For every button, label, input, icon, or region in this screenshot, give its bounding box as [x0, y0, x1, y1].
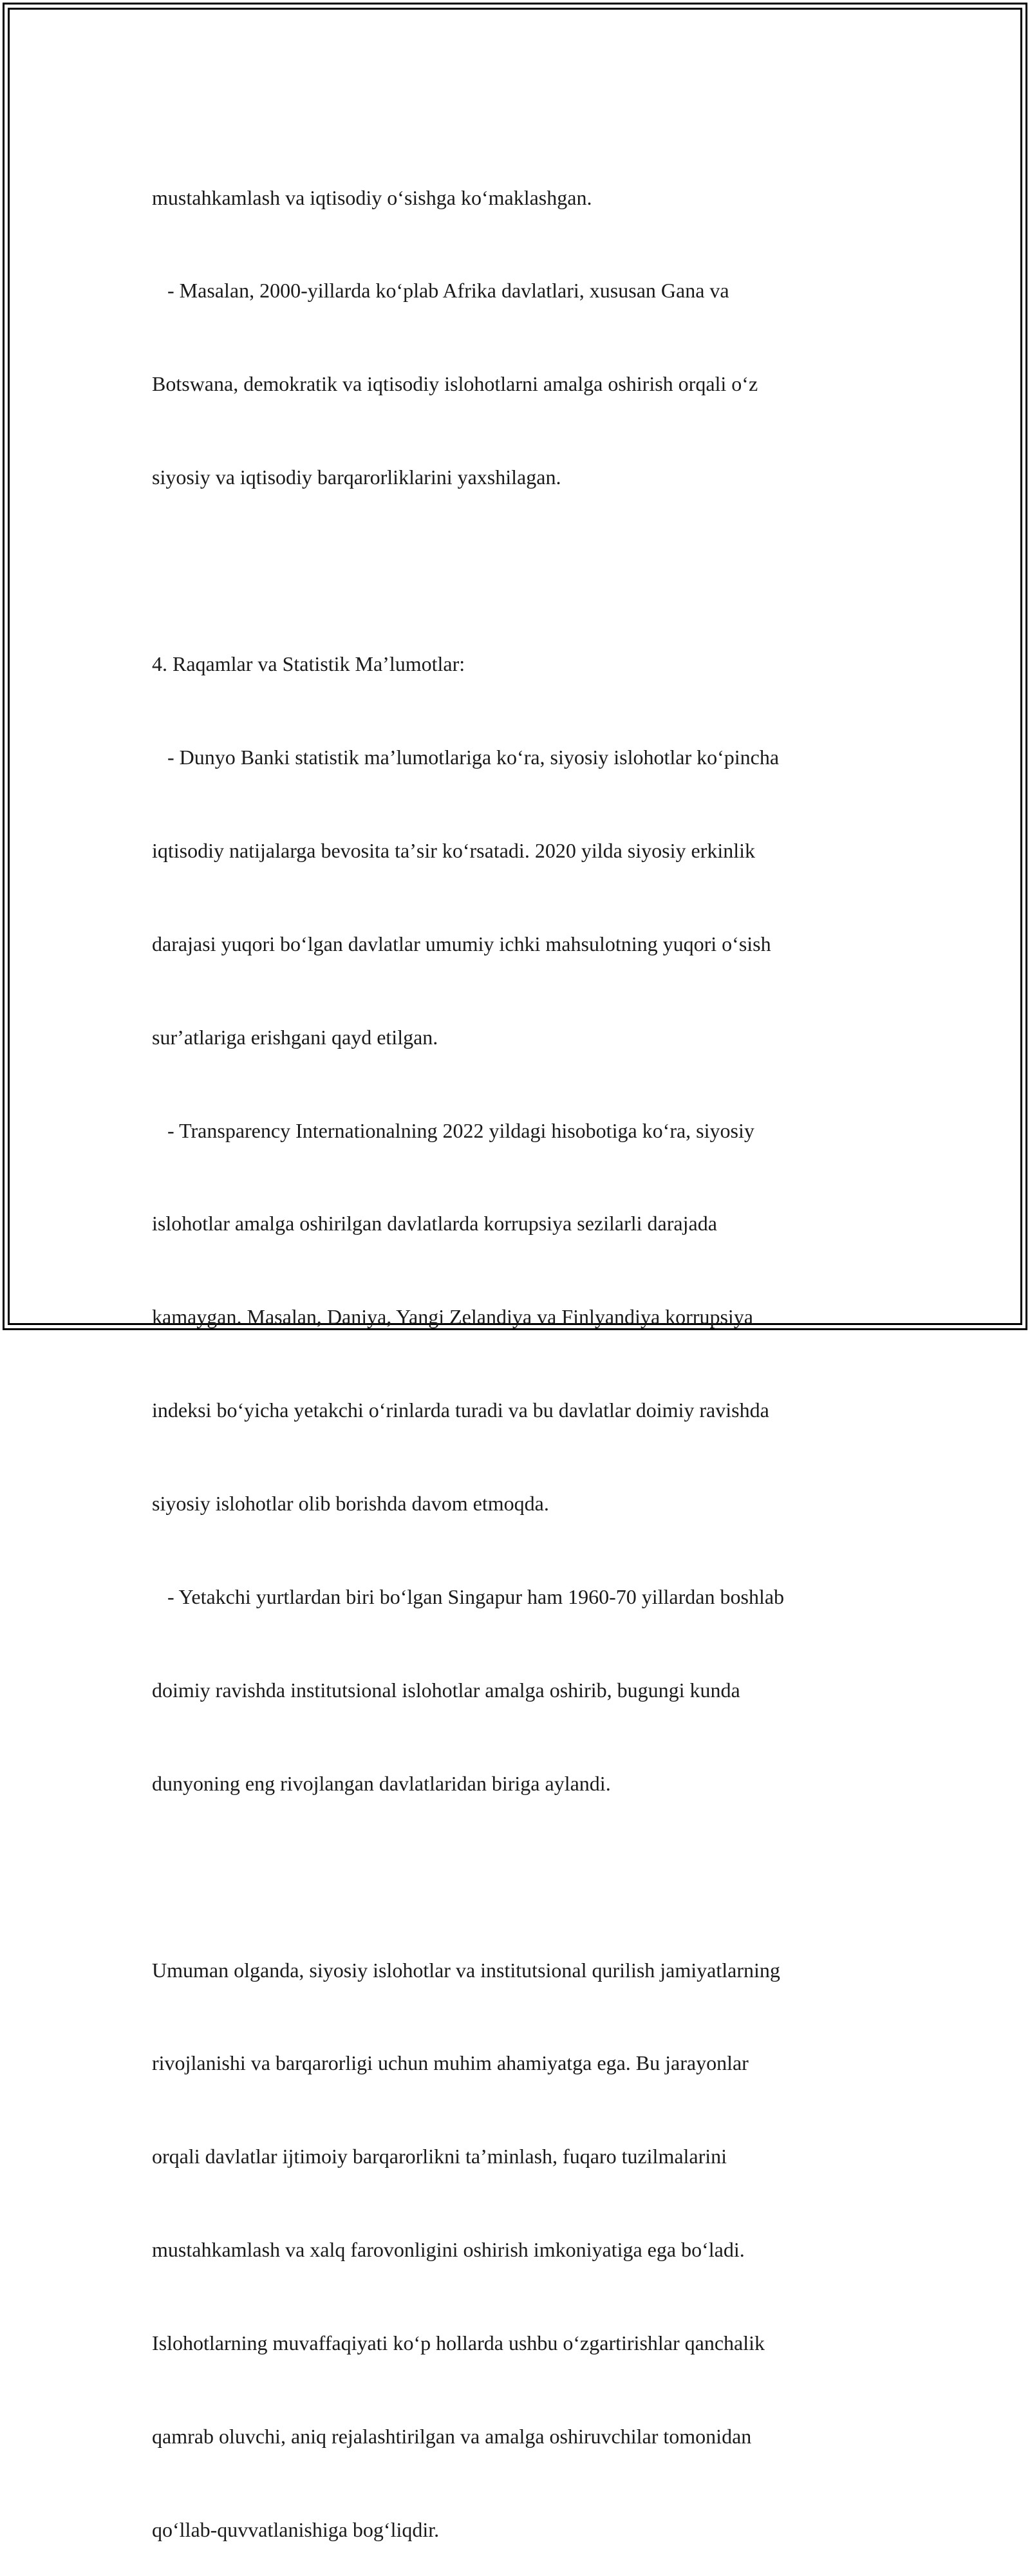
text-line: islohotlar amalga oshirilgan davlatlarda korrupsiya sezilarli darajada	[152, 1212, 717, 1236]
text-line: - Yetakchi yurtlardan biri boʻlgan Singapur ham 1960-70 yillardan boshlab	[152, 1584, 785, 1608]
text-line: - Transparency Internationalning 2022 yildagi hisobotiga koʻra, siyosiy	[152, 1118, 754, 1142]
text-line: siyosiy va iqtisodiy barqarorliklarini yaxshilagan.	[152, 465, 561, 489]
text-line: surʼatlariga erishgani qayd etilgan.	[152, 1025, 438, 1049]
text-line: siyosiy islohotlar olib borishda davom etmoqda.	[152, 1492, 549, 1516]
text-line: mustahkamlash va iqtisodiy oʻsishga koʻmaklashgan.	[152, 185, 592, 209]
text-line: - Dunyo Banki statistik maʼlumotlariga koʻra, siyosiy islohotlar koʻpincha	[152, 745, 780, 769]
blank-line	[152, 1861, 912, 1892]
text-line: orqali davlatlar ijtimoiy barqarorlikni taʼminlash, fuqaro tuzilmalarini	[152, 2145, 727, 2168]
text-line: indeksi boʻyicha yetakchi oʻrinlarda turadi va bu davlatlar doimiy ravishda	[152, 1398, 769, 1422]
text-line: mustahkamlash va xalq farovonligini oshirish imkoniyatiga ega boʻladi.	[152, 2238, 745, 2262]
text-line: doimiy ravishda institutsional islohotlar amalga oshirib, bugungi kunda	[152, 1678, 740, 1702]
blank-line	[152, 555, 912, 586]
text-line: - Masalan, 2000-yillarda koʻplab Afrika davlatlari, xususan Gana va	[152, 279, 729, 303]
text-line: rivojlanishi va barqarorligi uchun muhim ahamiyatga ega. Bu jarayonlar	[152, 2051, 749, 2075]
text-line: Islohotlarning muvaffaqiyati koʻp hollarda ushbu oʻzgartirishlar qanchalik	[152, 2331, 765, 2355]
text-line: kamaygan. Masalan, Daniya, Yangi Zelandiya va Finlyandiya korrupsiya	[152, 1305, 753, 1329]
document-body	[152, 120, 912, 2576]
section-heading: 4. Raqamlar va Statistik Maʼlumotlar:	[152, 652, 465, 676]
text-line: qamrab oluvchi, aniq rejalashtirilgan va amalga oshiruvchilar tomonidan	[152, 2424, 752, 2448]
text-line: Umuman olganda, siyosiy islohotlar va institutsional qurilish jamiyatlarning	[152, 1958, 780, 1982]
text-line: qoʻllab-quvvatlanishiga bogʻliqdir.	[152, 2517, 440, 2541]
text-line: Botswana, demokratik va iqtisodiy islohotlarni amalga oshirish orqali oʻz	[152, 372, 758, 396]
text-line: iqtisodiy natijalarga bevosita taʼsir koʻrsatadi. 2020 yilda siyosiy erkinlik	[152, 838, 756, 862]
text-line: dunyoning eng rivojlangan davlatlaridan biriga aylandi.	[152, 1771, 611, 1795]
text-line: darajasi yuqori boʻlgan davlatlar umumiy ichki mahsulotning yuqori oʻsish	[152, 932, 771, 955]
